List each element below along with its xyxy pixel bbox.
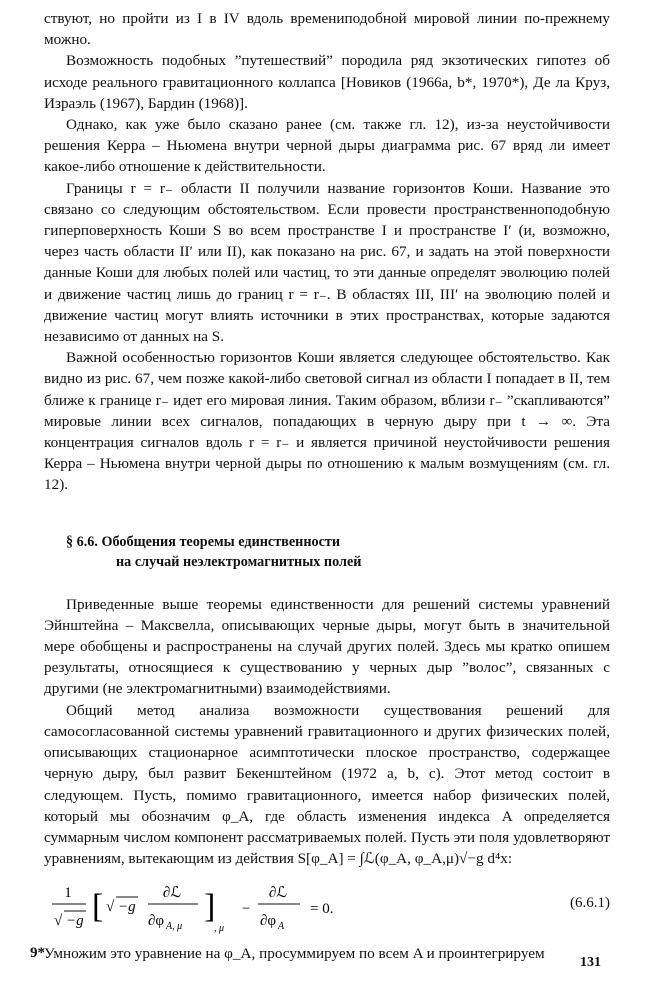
equation-graphic <box>44 873 610 943</box>
svg-text:1: 1 <box>64 885 72 902</box>
paragraph: ствуют, но пройти из I в IV вдоль времениподобной мировой линии по-прежнему можно. <box>44 10 610 49</box>
svg-text:∂φ: ∂φ <box>260 913 277 930</box>
svg-text:∂φ: ∂φ <box>148 913 165 930</box>
equation-number: (6.6.1) <box>570 895 610 912</box>
paragraph: Возможность подобных ”путешествий” породила ряд экзотических гипотез об исходе реального гравитационного коллапса [Новиков (1966а, b*, 1970*), Де ла Круз, Израэль (1967), Бардин (1968)]. <box>44 52 610 112</box>
svg-text:−g: −g <box>118 899 136 916</box>
svg-text:A, μ: A, μ <box>166 921 183 933</box>
svg-text:−: − <box>242 901 251 918</box>
svg-text:A: A <box>278 921 285 933</box>
signature-mark: 9* <box>30 945 45 961</box>
page-number: 131 <box>580 955 601 970</box>
svg-text:∂ℒ: ∂ℒ <box>162 885 182 902</box>
page-body <box>44 8 610 965</box>
svg-text:√: √ <box>54 913 63 930</box>
paragraph: Однако, как уже было сказано ранее (см. также гл. 12), из-за неустойчивости решения Керра – Ньюмена внутри черной дыры диаграмма рис. 67 вряд ли имеет какое-либо отношение к действительности. <box>44 116 610 176</box>
equation-rhs: = 0. <box>310 901 334 918</box>
svg-text:√: √ <box>106 899 115 916</box>
paragraph: Приведенные выше теоремы единственности для решений системы уравнений Эйнштейна – Максвелла, описывающих черные дыры, могут быть в значительной мере обобщены и распространены на случай других полей. Здесь мы кратко опишем результаты, относящиеся к существованию у черных дыр ”волос”, связанных с другими (не электромагнитными) взаимодействиями. <box>44 595 610 698</box>
equation-6-6-1 <box>44 873 610 943</box>
svg-text:, μ: , μ <box>214 923 225 935</box>
svg-text:[: [ <box>92 888 104 926</box>
section-title-line1: Обобщения теоремы единственности <box>101 533 341 550</box>
paragraph: Общий метод анализа возможности существования решений для самосогласованной системы уравнений гравитационного и других физических полей, описывающих стационарное асимптотически плоское пространство, содержащее черную дыру, был развит Бекенштейном (1972 a, b, c). Этот метод состоит в следующем. Пусть, помимо гравитационного, имеется набор физических полей, который мы обозначим φ_A, где область изменения индекса A определяется суммарным числом компонент рассматриваемых полей. Пусть эти поля удовлетворяют уравнениям, вытекающим из действия S[φ_A] = ∫ℒ(φ_A, φ_A,μ)√−g d⁴x: <box>44 701 610 868</box>
paragraph: Границы r = r₋ области II получили название горизонтов Коши. Название это связано со следующим обстоятельством. Если провести пространственноподобную гиперповерхность Коши S во всем пространстве I и пространстве I′ (и, возможно, через часть области II′ или II), как показано на рис. 67, и задать на этой поверхности данные Коши для любых полей или частиц, то эти данные определят эволюцию полей и движение частиц лишь до границ r = r₋. В областях III, III′ на эволюцию полей и движение частиц могут влиять источники в этих пространствах, которые задаются независимо от данных на S. <box>44 179 610 346</box>
paragraph: Важной особенностью горизонтов Коши является следующее обстоятельство. Как видно из рис. 67, чем позже какой-либо световой сигнал из области I попадает в II, тем ближе к границе r₋ идет его мировая линия. Таким образом, вблизи r₋ ”скапливаются” мировые линии всех сигналов, попадающих в черную дыру при t → ∞. Эта концентрация сигналов вдоль r = r₋ и является причиной неустойчивости решения Керра – Ньюмена внутри черной дыры по отношению к малым возмущениям (см. гл. 12). <box>44 349 610 494</box>
section-title-line2: на случай неэлектромагнитных полей <box>116 553 362 570</box>
section-heading <box>66 532 610 572</box>
section-number: § 6.6. <box>66 533 98 550</box>
paragraph: Умножим это уравнение на φ_A, просуммируем по всем A и проинтегрируем <box>44 945 545 963</box>
svg-text:∂ℒ: ∂ℒ <box>268 885 288 902</box>
svg-text:−g: −g <box>66 913 84 930</box>
svg-text:]: ] <box>204 888 216 926</box>
